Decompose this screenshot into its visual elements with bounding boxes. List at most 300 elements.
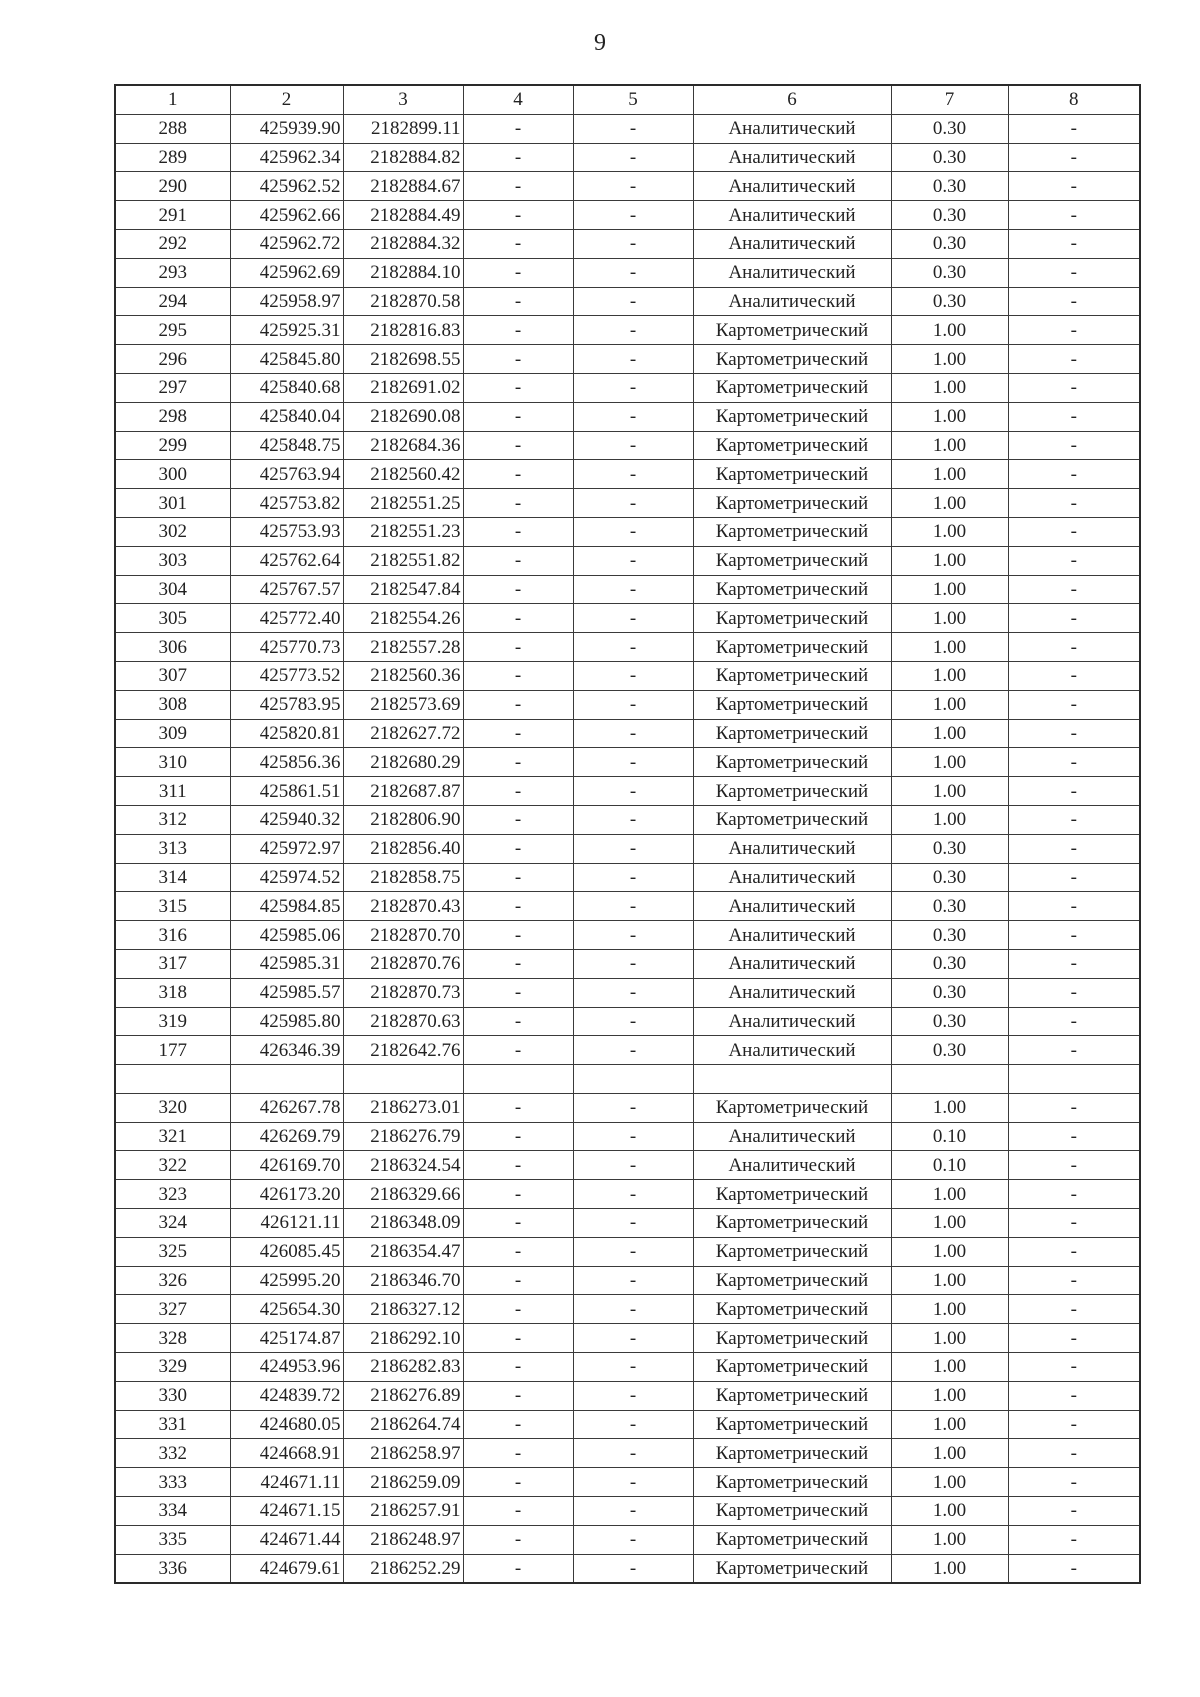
y-coordinate-cell: 2182687.87 [343,777,463,806]
x-coordinate-cell: 425753.82 [230,489,343,518]
x-coordinate-cell: 425984.85 [230,892,343,921]
point-number-cell: 326 [115,1266,230,1295]
table-row [115,229,1140,258]
table-row [115,690,1140,719]
point-number-cell: 313 [115,834,230,863]
column-4-cell: - [463,863,573,892]
point-number-cell: 305 [115,604,230,633]
point-number-cell: 292 [115,229,230,258]
accuracy-cell: 0.30 [891,114,1008,143]
column-header: 3 [343,85,463,114]
column-5-cell: - [573,949,693,978]
accuracy-cell [891,1065,1008,1094]
point-number-cell: 331 [115,1410,230,1439]
accuracy-cell: 1.00 [891,546,1008,575]
y-coordinate-cell: 2186329.66 [343,1180,463,1209]
accuracy-cell: 1.00 [891,1266,1008,1295]
y-coordinate-cell: 2182551.23 [343,517,463,546]
column-8-cell: - [1008,834,1140,863]
x-coordinate-cell: 425958.97 [230,287,343,316]
accuracy-cell: 1.00 [891,316,1008,345]
column-4-cell: - [463,1093,573,1122]
table-row [115,143,1140,172]
point-number-cell: 299 [115,431,230,460]
column-5-cell: - [573,201,693,230]
y-coordinate-cell: 2182856.40 [343,834,463,863]
accuracy-cell: 1.00 [891,1353,1008,1382]
column-header: 5 [573,85,693,114]
method-cell: Аналитический [693,287,891,316]
table-row [115,1209,1140,1238]
column-4-cell: - [463,1353,573,1382]
column-4-cell: - [463,978,573,1007]
method-cell: Картометрический [693,345,891,374]
method-cell [693,1065,891,1094]
column-5-cell: - [573,1209,693,1238]
column-8-cell: - [1008,1266,1140,1295]
column-8-cell: - [1008,517,1140,546]
column-4-cell: - [463,690,573,719]
x-coordinate-cell: 425654.30 [230,1295,343,1324]
accuracy-cell: 0.30 [891,949,1008,978]
accuracy-cell: 1.00 [891,402,1008,431]
accuracy-cell: 1.00 [891,345,1008,374]
column-8-cell: - [1008,229,1140,258]
column-8-cell: - [1008,1209,1140,1238]
accuracy-cell: 1.00 [891,460,1008,489]
accuracy-cell: 1.00 [891,517,1008,546]
x-coordinate-cell: 426121.11 [230,1209,343,1238]
y-coordinate-cell: 2182858.75 [343,863,463,892]
accuracy-cell: 1.00 [891,1439,1008,1468]
coordinates-table [114,84,1141,1584]
x-coordinate-cell: 425974.52 [230,863,343,892]
column-5-cell: - [573,1093,693,1122]
accuracy-cell: 1.00 [891,1093,1008,1122]
column-8-cell: - [1008,1151,1140,1180]
method-cell: Аналитический [693,834,891,863]
method-cell: Картометрический [693,1093,891,1122]
column-5-cell: - [573,575,693,604]
point-number-cell: 301 [115,489,230,518]
table-row [115,949,1140,978]
y-coordinate-cell: 2182690.08 [343,402,463,431]
x-coordinate-cell: 425985.06 [230,921,343,950]
method-cell: Картометрический [693,460,891,489]
y-coordinate-cell: 2186276.79 [343,1122,463,1151]
column-8-cell: - [1008,345,1140,374]
column-8-cell: - [1008,748,1140,777]
accuracy-cell: 1.00 [891,1497,1008,1526]
method-cell: Аналитический [693,921,891,950]
method-cell: Картометрический [693,1353,891,1382]
column-4-cell: - [463,517,573,546]
method-cell: Картометрический [693,575,891,604]
x-coordinate-cell: 424671.44 [230,1525,343,1554]
x-coordinate-cell: 424671.11 [230,1468,343,1497]
table-row [115,1180,1140,1209]
method-cell: Картометрический [693,1468,891,1497]
x-coordinate-cell: 425753.93 [230,517,343,546]
column-5-cell: - [573,892,693,921]
column-8-cell: - [1008,287,1140,316]
column-4-cell: - [463,1295,573,1324]
column-4-cell: - [463,1151,573,1180]
point-number-cell: 306 [115,633,230,662]
method-cell: Картометрический [693,373,891,402]
accuracy-cell: 0.10 [891,1122,1008,1151]
column-8-cell: - [1008,373,1140,402]
table-row [115,1525,1140,1554]
column-5-cell: - [573,1410,693,1439]
y-coordinate-cell: 2182551.82 [343,546,463,575]
column-4-cell: - [463,287,573,316]
y-coordinate-cell: 2182691.02 [343,373,463,402]
column-5-cell: - [573,1180,693,1209]
point-number-cell: 297 [115,373,230,402]
accuracy-cell: 1.00 [891,661,1008,690]
column-4-cell: - [463,604,573,633]
y-coordinate-cell: 2182573.69 [343,690,463,719]
table-row [115,460,1140,489]
method-cell: Аналитический [693,892,891,921]
point-number-cell: 309 [115,719,230,748]
column-5-cell: - [573,661,693,690]
accuracy-cell: 0.30 [891,1036,1008,1065]
method-cell: Картометрический [693,431,891,460]
accuracy-cell: 1.00 [891,633,1008,662]
method-cell: Аналитический [693,978,891,1007]
point-number-cell: 288 [115,114,230,143]
column-5-cell: - [573,258,693,287]
point-number-cell: 318 [115,978,230,1007]
point-number-cell: 330 [115,1381,230,1410]
y-coordinate-cell: 2182554.26 [343,604,463,633]
table-row [115,978,1140,1007]
column-5-cell: - [573,1554,693,1583]
column-header: 8 [1008,85,1140,114]
x-coordinate-cell: 425940.32 [230,805,343,834]
x-coordinate-cell: 425925.31 [230,316,343,345]
column-5-cell: - [573,489,693,518]
x-coordinate-cell: 425985.57 [230,978,343,1007]
point-number-cell: 319 [115,1007,230,1036]
column-5-cell: - [573,834,693,863]
y-coordinate-cell: 2182551.25 [343,489,463,518]
method-cell: Картометрический [693,1554,891,1583]
table-row [115,1353,1140,1382]
method-cell: Картометрический [693,1439,891,1468]
column-5-cell: - [573,172,693,201]
point-number-cell: 310 [115,748,230,777]
y-coordinate-cell: 2182870.43 [343,892,463,921]
method-cell: Картометрический [693,489,891,518]
x-coordinate-cell: 424953.96 [230,1353,343,1382]
column-5-cell: - [573,1036,693,1065]
x-coordinate-cell: 425773.52 [230,661,343,690]
accuracy-cell: 1.00 [891,1209,1008,1238]
accuracy-cell: 1.00 [891,1381,1008,1410]
column-4-cell: - [463,1122,573,1151]
x-coordinate-cell: 425820.81 [230,719,343,748]
table-row [115,921,1140,950]
table-row [115,1036,1140,1065]
table-row [115,546,1140,575]
accuracy-cell: 0.30 [891,143,1008,172]
column-5-cell: - [573,1122,693,1151]
method-cell: Картометрический [693,1497,891,1526]
column-8-cell: - [1008,143,1140,172]
column-8-cell: - [1008,1353,1140,1382]
point-number-cell: 294 [115,287,230,316]
column-8-cell: - [1008,661,1140,690]
column-8-cell: - [1008,892,1140,921]
y-coordinate-cell: 2186273.01 [343,1093,463,1122]
point-number-cell: 298 [115,402,230,431]
column-4-cell: - [463,489,573,518]
x-coordinate-cell: 425962.34 [230,143,343,172]
point-number-cell: 323 [115,1180,230,1209]
y-coordinate-cell: 2186264.74 [343,1410,463,1439]
method-cell: Картометрический [693,1209,891,1238]
table-row [115,1295,1140,1324]
x-coordinate-cell: 425939.90 [230,114,343,143]
column-8-cell: - [1008,1295,1140,1324]
y-coordinate-cell: 2186282.83 [343,1353,463,1382]
column-8-cell: - [1008,575,1140,604]
table-row [115,1468,1140,1497]
method-cell: Аналитический [693,863,891,892]
method-cell: Аналитический [693,172,891,201]
table-row [115,1410,1140,1439]
method-cell: Картометрический [693,1324,891,1353]
column-8-cell: - [1008,1525,1140,1554]
column-header: 4 [463,85,573,114]
table-row [115,1237,1140,1266]
y-coordinate-cell: 2182884.82 [343,143,463,172]
method-cell: Картометрический [693,805,891,834]
column-4-cell: - [463,373,573,402]
column-8-cell: - [1008,1554,1140,1583]
y-coordinate-cell: 2182698.55 [343,345,463,374]
column-8-cell: - [1008,1497,1140,1526]
column-8-cell: - [1008,1180,1140,1209]
y-coordinate-cell: 2186346.70 [343,1266,463,1295]
column-5-cell: - [573,316,693,345]
column-8-cell: - [1008,201,1140,230]
accuracy-cell: 1.00 [891,777,1008,806]
column-5-cell: - [573,604,693,633]
table-row [115,1065,1140,1094]
table-row [115,201,1140,230]
column-5-cell: - [573,1439,693,1468]
y-coordinate-cell: 2186259.09 [343,1468,463,1497]
column-8-cell: - [1008,431,1140,460]
accuracy-cell: 0.30 [891,863,1008,892]
point-number-cell: 302 [115,517,230,546]
point-number-cell: 315 [115,892,230,921]
accuracy-cell: 1.00 [891,690,1008,719]
point-number-cell: 324 [115,1209,230,1238]
method-cell: Картометрический [693,661,891,690]
column-8-cell [1008,1065,1140,1094]
accuracy-cell: 1.00 [891,1324,1008,1353]
accuracy-cell: 1.00 [891,719,1008,748]
table-row [115,114,1140,143]
y-coordinate-cell: 2182547.84 [343,575,463,604]
accuracy-cell: 0.30 [891,258,1008,287]
column-8-cell: - [1008,1036,1140,1065]
y-coordinate-cell: 2182627.72 [343,719,463,748]
method-cell: Аналитический [693,1122,891,1151]
method-cell: Аналитический [693,258,891,287]
column-5-cell: - [573,1497,693,1526]
column-5-cell: - [573,1353,693,1382]
table-row [115,1151,1140,1180]
point-number-cell [115,1065,230,1094]
column-8-cell: - [1008,719,1140,748]
column-4-cell: - [463,834,573,863]
column-4-cell: - [463,949,573,978]
column-4-cell: - [463,1266,573,1295]
column-5-cell: - [573,1266,693,1295]
column-8-cell: - [1008,1007,1140,1036]
point-number-cell: 335 [115,1525,230,1554]
point-number-cell: 314 [115,863,230,892]
method-cell: Картометрический [693,633,891,662]
method-cell: Картометрический [693,604,891,633]
method-cell: Картометрический [693,1525,891,1554]
column-4-cell: - [463,316,573,345]
x-coordinate-cell: 425962.69 [230,258,343,287]
column-8-cell: - [1008,402,1140,431]
x-coordinate-cell: 425861.51 [230,777,343,806]
table-row [115,1266,1140,1295]
accuracy-cell: 0.30 [891,229,1008,258]
point-number-cell: 304 [115,575,230,604]
column-5-cell: - [573,431,693,460]
method-cell: Картометрический [693,1237,891,1266]
column-4-cell: - [463,1324,573,1353]
column-4-cell: - [463,921,573,950]
accuracy-cell: 1.00 [891,1468,1008,1497]
table-row [115,287,1140,316]
column-8-cell: - [1008,921,1140,950]
column-5-cell: - [573,1525,693,1554]
y-coordinate-cell: 2182806.90 [343,805,463,834]
x-coordinate-cell: 424680.05 [230,1410,343,1439]
accuracy-cell: 1.00 [891,575,1008,604]
point-number-cell: 308 [115,690,230,719]
table-row [115,1497,1140,1526]
accuracy-cell: 1.00 [891,1554,1008,1583]
column-4-cell: - [463,172,573,201]
x-coordinate-cell: 425845.80 [230,345,343,374]
point-number-cell: 328 [115,1324,230,1353]
table-row [115,777,1140,806]
x-coordinate-cell: 425772.40 [230,604,343,633]
x-coordinate-cell: 425783.95 [230,690,343,719]
method-cell: Аналитический [693,1151,891,1180]
table-row [115,345,1140,374]
column-4-cell: - [463,1237,573,1266]
column-5-cell: - [573,1468,693,1497]
y-coordinate-cell: 2186354.47 [343,1237,463,1266]
accuracy-cell: 1.00 [891,604,1008,633]
y-coordinate-cell: 2186324.54 [343,1151,463,1180]
column-8-cell: - [1008,489,1140,518]
column-5-cell: - [573,1151,693,1180]
accuracy-cell: 0.30 [891,921,1008,950]
x-coordinate-cell: 424679.61 [230,1554,343,1583]
point-number-cell: 290 [115,172,230,201]
table-row [115,661,1140,690]
table-row [115,575,1140,604]
method-cell: Картометрический [693,719,891,748]
column-4-cell: - [463,633,573,662]
table-row [115,489,1140,518]
column-4-cell [463,1065,573,1094]
column-5-cell: - [573,633,693,662]
column-4-cell: - [463,748,573,777]
column-4-cell: - [463,1525,573,1554]
method-cell: Картометрический [693,402,891,431]
column-4-cell: - [463,1497,573,1526]
column-4-cell: - [463,1468,573,1497]
method-cell: Аналитический [693,143,891,172]
x-coordinate-cell: 425962.52 [230,172,343,201]
table-row [115,719,1140,748]
table-row [115,172,1140,201]
method-cell: Картометрический [693,1180,891,1209]
column-8-cell: - [1008,777,1140,806]
column-8-cell: - [1008,460,1140,489]
point-number-cell: 316 [115,921,230,950]
x-coordinate-cell [230,1065,343,1094]
x-coordinate-cell: 425962.72 [230,229,343,258]
point-number-cell: 332 [115,1439,230,1468]
table-row [115,1324,1140,1353]
table-row [115,1554,1140,1583]
y-coordinate-cell: 2186292.10 [343,1324,463,1353]
table-row [115,431,1140,460]
column-5-cell: - [573,1295,693,1324]
column-8-cell: - [1008,690,1140,719]
x-coordinate-cell: 425848.75 [230,431,343,460]
column-4-cell: - [463,258,573,287]
column-8-cell: - [1008,633,1140,662]
table-row [115,402,1140,431]
point-number-cell: 311 [115,777,230,806]
x-coordinate-cell: 426346.39 [230,1036,343,1065]
column-5-cell: - [573,1237,693,1266]
x-coordinate-cell: 425962.66 [230,201,343,230]
column-8-cell: - [1008,546,1140,575]
point-number-cell: 177 [115,1036,230,1065]
column-5-cell: - [573,690,693,719]
table-row [115,1381,1140,1410]
y-coordinate-cell: 2186348.09 [343,1209,463,1238]
column-4-cell: - [463,1007,573,1036]
x-coordinate-cell: 426173.20 [230,1180,343,1209]
column-4-cell: - [463,1410,573,1439]
column-5-cell: - [573,1007,693,1036]
column-4-cell: - [463,546,573,575]
method-cell: Картометрический [693,1295,891,1324]
column-4-cell: - [463,777,573,806]
method-cell: Аналитический [693,114,891,143]
column-5-cell: - [573,748,693,777]
